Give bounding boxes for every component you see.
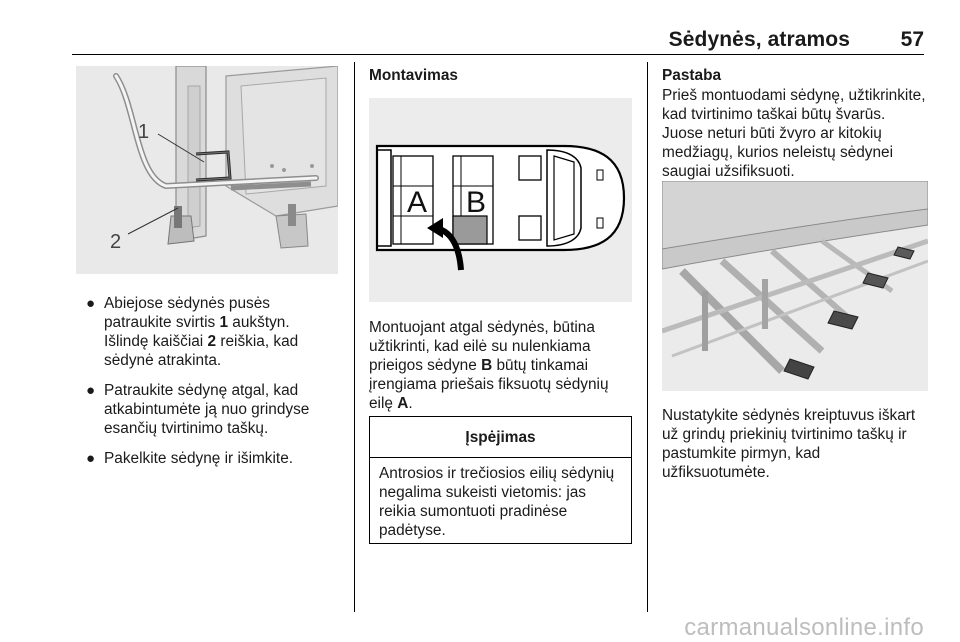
seat-guides-illustration xyxy=(662,181,928,391)
list-item: ● Patraukite sėdynę atgal, kad atkabintumėte ją nuo grindyse esančių tvirtinimo taškų. xyxy=(86,382,310,437)
page-title: Sėdynės, atramos xyxy=(668,28,850,51)
warning-text: Antrosios ir trečiosios eilių sėdynių negalima sukeisti vietomis: jas reikia sumontuoti pradinėse padėtyse. xyxy=(379,465,615,539)
header-rule xyxy=(72,54,924,55)
column-divider-1 xyxy=(354,62,355,612)
section-heading: Montavimas xyxy=(369,67,458,84)
list-item: ● Abiejose sėdynės pusės patraukite svirtis 1 aukštyn. Išlindę kaiščiai 2 reiškia, kad sėdynė atrakinta. xyxy=(86,295,299,369)
seat-layout-diagram xyxy=(369,98,632,302)
note-text: Prieš montuodami sėdynę, užtikrinkite, kad tvirtinimo taškai būtų švarūs. Juose neturi būti žvyro ar kitokių medžiagų, kurios neleistų sėdynei saugiai užsifiksuoti. xyxy=(662,87,926,180)
seat-lever-illustration xyxy=(76,66,338,274)
list-item: ● Pakelkite sėdynę ir išimkite. xyxy=(86,450,294,467)
page-header xyxy=(0,28,960,58)
installation-paragraph: Montuojant atgal sėdynės, būtina užtikrinti, kad eilė su nulenkiama prieigos sėdyne B būtų tinkamai įrengiama priešais fiksuotų sėdynių eilę A. xyxy=(369,319,609,412)
bullet-icon: ● xyxy=(86,450,96,467)
column-divider-2 xyxy=(647,62,648,612)
note-heading: Pastaba xyxy=(662,67,722,84)
bullet-icon: ● xyxy=(86,382,96,399)
removal-steps-list xyxy=(76,294,338,479)
guides-paragraph: Nustatykite sėdynės kreiptuvus iškart už grindų priekinių tvirtinimo taškų ir pastumkite pirmyn, kad užfiksuotumėte. xyxy=(662,407,916,481)
figure-callout-1: 1 xyxy=(138,121,150,143)
warning-box xyxy=(369,416,632,544)
watermark: carmanualsonline.info xyxy=(684,614,924,641)
seat-guides-drawing xyxy=(662,181,928,391)
figure-callout-2: 2 xyxy=(110,231,122,253)
warning-title: Įspėjimas xyxy=(370,417,631,458)
page-number: 57 xyxy=(900,28,924,51)
van-floor-plan xyxy=(369,98,632,302)
seat-lever-drawing xyxy=(76,66,338,274)
seat-row-label-a: A xyxy=(407,186,428,219)
bullet-icon: ● xyxy=(86,295,96,312)
seat-row-label-b: B xyxy=(466,186,487,219)
